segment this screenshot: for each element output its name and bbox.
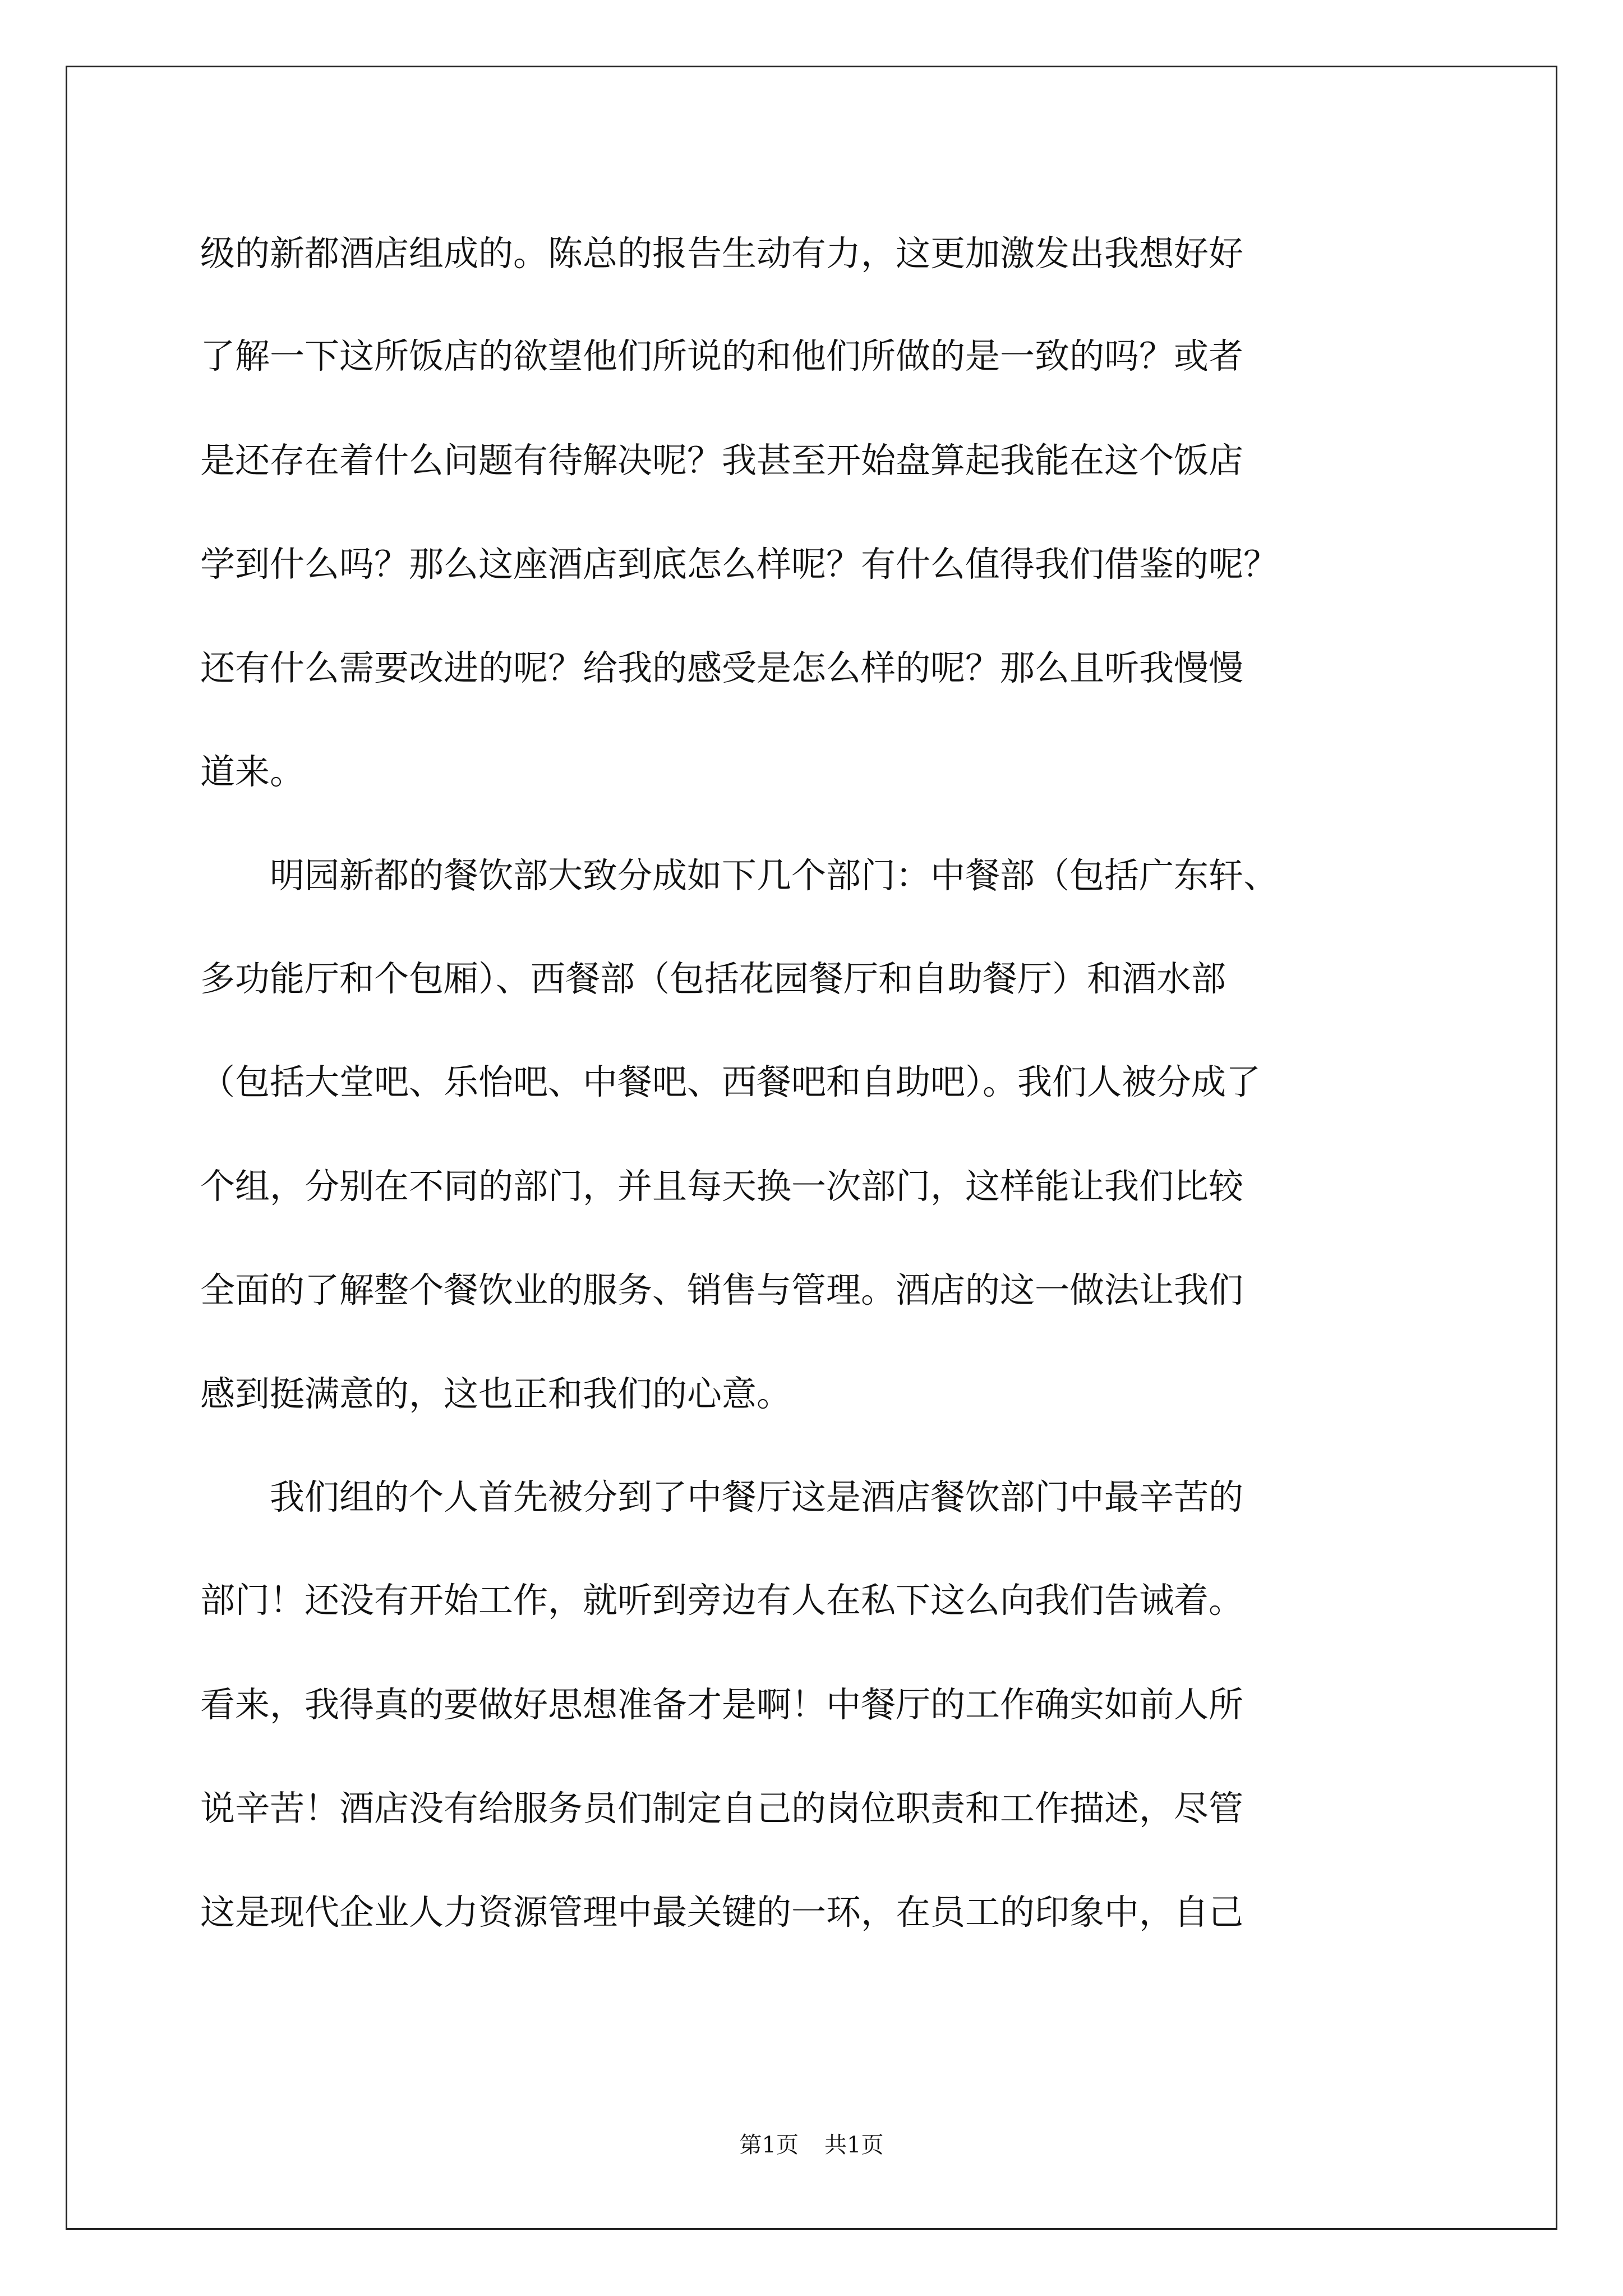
text-line: 这是现代企业人力资源管理中最关键的一环，在员工的印象中，自己 — [200, 1892, 1244, 1932]
text-line: 全面的了解整个餐饮业的服务、销售与管理。酒店的这一做法让我们 — [200, 1269, 1244, 1310]
page-total: 共1页 — [824, 2132, 884, 2158]
text-line: 感到挺满意的，这也正和我们的心意。 — [200, 1373, 792, 1414]
page-footer — [0, 2134, 1623, 2156]
text-line: 级的新都酒店组成的。陈总的报告生动有力，这更加激发出我想好好 — [200, 233, 1244, 274]
text-line: 了解一下这所饭店的欲望他们所说的和他们所做的是一致的吗？或者 — [200, 335, 1244, 376]
text-line: 明园新都的餐饮部大致分成如下几个部门：中餐部（包括广东轩、 — [200, 855, 1279, 896]
text-line: 还有什么需要改进的呢？给我的感受是怎么样的呢？那么且听我慢慢 — [200, 647, 1244, 688]
text-line: 是还存在着什么问题有待解决呢？我甚至开始盘算起我能在这个饭店 — [200, 440, 1244, 481]
text-line: 道来。 — [200, 751, 305, 792]
text-line: 学到什么吗？那么这座酒店到底怎么样呢？有什么值得我们借鉴的呢？ — [200, 544, 1279, 585]
text-line: 看来，我得真的要做好思想准备才是啊！中餐厅的工作确实如前人所 — [200, 1684, 1244, 1725]
page-number: 第1页 — [739, 2132, 799, 2158]
text-line: （包括大堂吧、乐怡吧、中餐吧、西餐吧和自助吧）。我们人被分成了 — [200, 1061, 1261, 1102]
text-line: 说辛苦！酒店没有给服务员们制定自己的岗位职责和工作描述，尽管 — [200, 1788, 1244, 1829]
text-line: 我们组的个人首先被分到了中餐厅这是酒店餐饮部门中最辛苦的 — [200, 1476, 1244, 1517]
text-line: 多功能厅和个包厢）、西餐部（包括花园餐厅和自助餐厅）和酒水部 — [200, 958, 1227, 999]
text-line: 个组，分别在不同的部门，并且每天换一次部门，这样能让我们比较 — [200, 1166, 1244, 1207]
text-line: 部门！还没有开始工作，就听到旁边有人在私下这么向我们告诫着。 — [200, 1580, 1244, 1621]
